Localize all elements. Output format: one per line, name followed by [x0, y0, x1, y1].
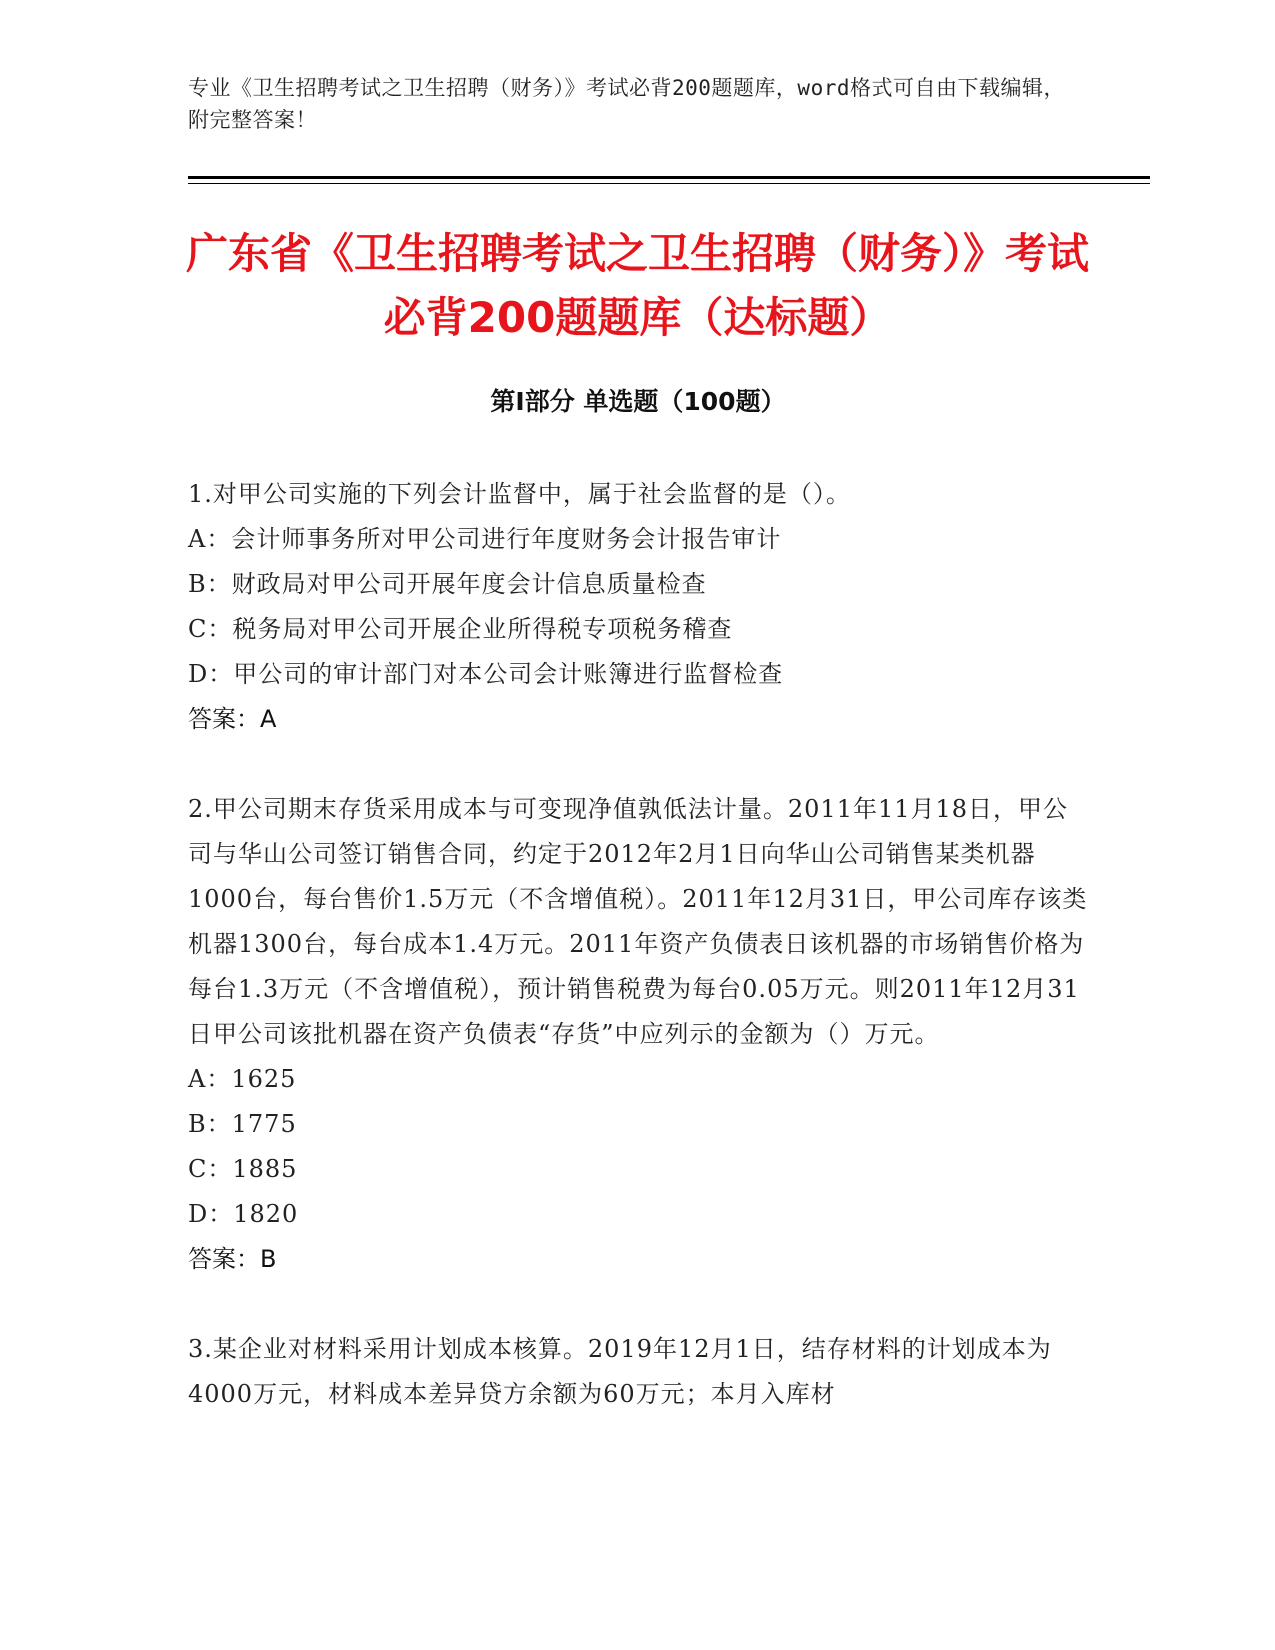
option-d: D：1820 [188, 1200, 299, 1228]
question-stem: 2.甲公司期末存货采用成本与可变现净值孰低法计量。2011年11月18日，甲公司与华山公司签订销售合同，约定于2012年2月1日向华山公司销售某类机器1000台，每台售价1.5万元（不含增值税）。2011年12月31日，甲公司库存该类机器1300台，每台成本1.4万元。2011年资产负债表日该机器的市场销售价格为每台1.3万元（不含增值税），预计销售税费为每台0.05万元。则2011年12月31日甲公司该批机器在资产负债表“存货”中应列示的金额为（）万元。 [188, 795, 1088, 1048]
document-title: 广东省《卫生招聘考试之卫生招聘（财务）》考试必背200题题库（达标题） [185, 229, 1089, 342]
question-stem: 3.某企业对材料采用计划成本核算。2019年12月1日，结存材料的计划成本为4000万元，材料成本差异贷方余额为60万元；本月入库材 [188, 1335, 1052, 1408]
option-c: C：税务局对甲公司开展企业所得税专项税务稽查 [188, 615, 733, 643]
question-stem: 1.对甲公司实施的下列会计监督中，属于社会监督的是（）。 [188, 480, 851, 508]
option-a: A：1625 [188, 1065, 297, 1093]
header-divider-thick [188, 176, 1150, 179]
option-a: A：会计师事务所对甲公司进行年度财务会计报告审计 [188, 525, 782, 553]
answer: 答案：B [188, 1245, 277, 1273]
section-title: 第I部分 单选题（100题） [490, 387, 786, 416]
option-b: B：财政局对甲公司开展年度会计信息质量检查 [188, 570, 707, 598]
answer: 答案：A [188, 705, 277, 733]
question-1 [188, 472, 1088, 742]
option-b: B：1775 [188, 1110, 297, 1138]
option-c: C：1885 [188, 1155, 298, 1183]
question-2 [188, 787, 1088, 1282]
header-note: 专业《卫生招聘考试之卫生招聘（财务）》考试必背200题题库，word格式可自由下载编辑，附完整答案！ [188, 76, 1065, 132]
question-list [188, 472, 1088, 1417]
header-divider-thin [188, 183, 1150, 184]
question-3 [188, 1327, 1088, 1417]
option-d: D：甲公司的审计部门对本公司会计账簿进行监督检查 [188, 660, 784, 688]
